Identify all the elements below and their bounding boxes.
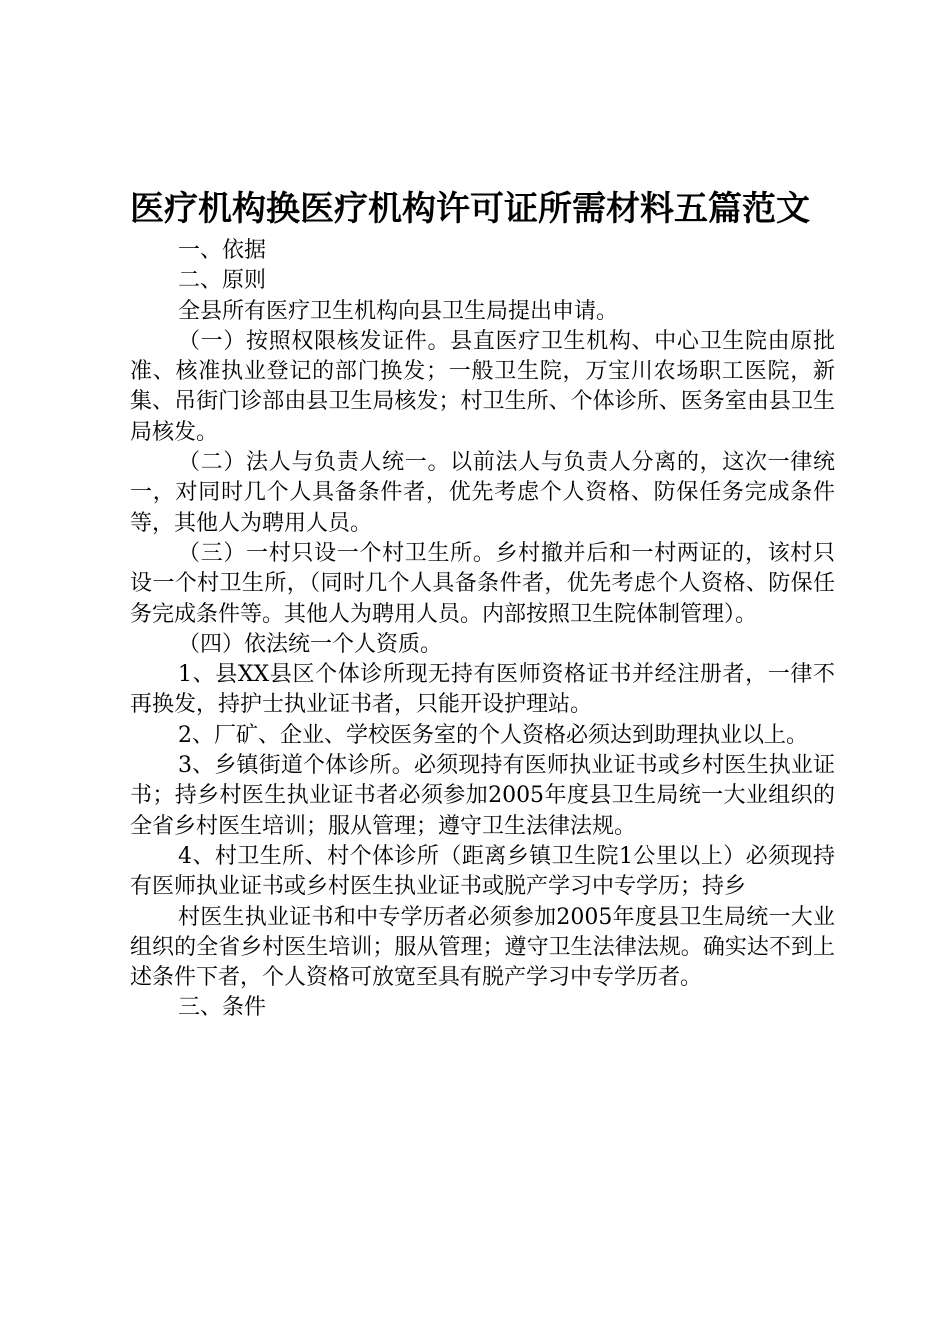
document-title: 医疗机构换医疗机构许可证所需材料五篇范文 bbox=[130, 189, 810, 229]
section-heading-principles: 二、原则 bbox=[178, 268, 267, 294]
body-paragraph: 1、县XX县区个体诊所现无持有医师资格证书并经注册者，一律不再换发，持护士执业证书者，只能开设护理站。 bbox=[130, 662, 835, 718]
body-paragraph: 村医生执业证书和中专学历者必须参加2005年度县卫生局统一大业组织的全省乡村医生培训；服从管理；遵守卫生法律法规。确实达不到上述条件下者，个人资格可放宽至具有脱产学习中专学历者。 bbox=[130, 904, 835, 991]
body-paragraph: （一）按照权限核发证件。县直医疗卫生机构、中心卫生院由原批准、核准执业登记的部门换发；一般卫生院，万宝川农场职工医院，新集、吊街门诊部由县卫生局核发；村卫生所、个体诊所、医务室由县卫生局核发。 bbox=[130, 328, 835, 445]
section-heading-conditions: 三、条件 bbox=[178, 995, 267, 1021]
document-page bbox=[130, 186, 835, 1024]
body-paragraph: 3、乡镇街道个体诊所。必须现持有医师执业证书或乡村医生执业证书；持乡村医生执业证书者必须参加2005年度县卫生局统一大业组织的全省乡村医生培训；服从管理；遵守卫生法律法规。 bbox=[130, 753, 835, 839]
body-paragraph: （四）依法统一个人资质。 bbox=[178, 631, 443, 657]
body-paragraph: 全县所有医疗卫生机构向县卫生局提出申请。 bbox=[178, 298, 619, 324]
body-paragraph: 4、村卫生所、村个体诊所（距离乡镇卫生院1公里以上）必须现持有医师执业证书或乡村医生执业证书或脱产学习中专学历；持乡 bbox=[130, 843, 835, 900]
section-heading-basis: 一、依据 bbox=[178, 238, 267, 263]
body-paragraph: 2、厂矿、企业、学校医务室的个人资格必须达到助理执业以上。 bbox=[178, 722, 808, 748]
body-paragraph: （二）法人与负责人统一。以前法人与负责人分离的，这次一律统一，对同时几个人具备条件者，优先考虑个人资格、防保任务完成条件等，其他人为聘用人员。 bbox=[130, 450, 835, 536]
body-paragraph: （三）一村只设一个村卫生所。乡村撤并后和一村两证的，该村只设一个村卫生所，（同时几个人具备条件者，优先考虑个人资格、防保任务完成条件等。其他人为聘用人员。内部按照卫生院体制管理）。 bbox=[130, 540, 835, 627]
